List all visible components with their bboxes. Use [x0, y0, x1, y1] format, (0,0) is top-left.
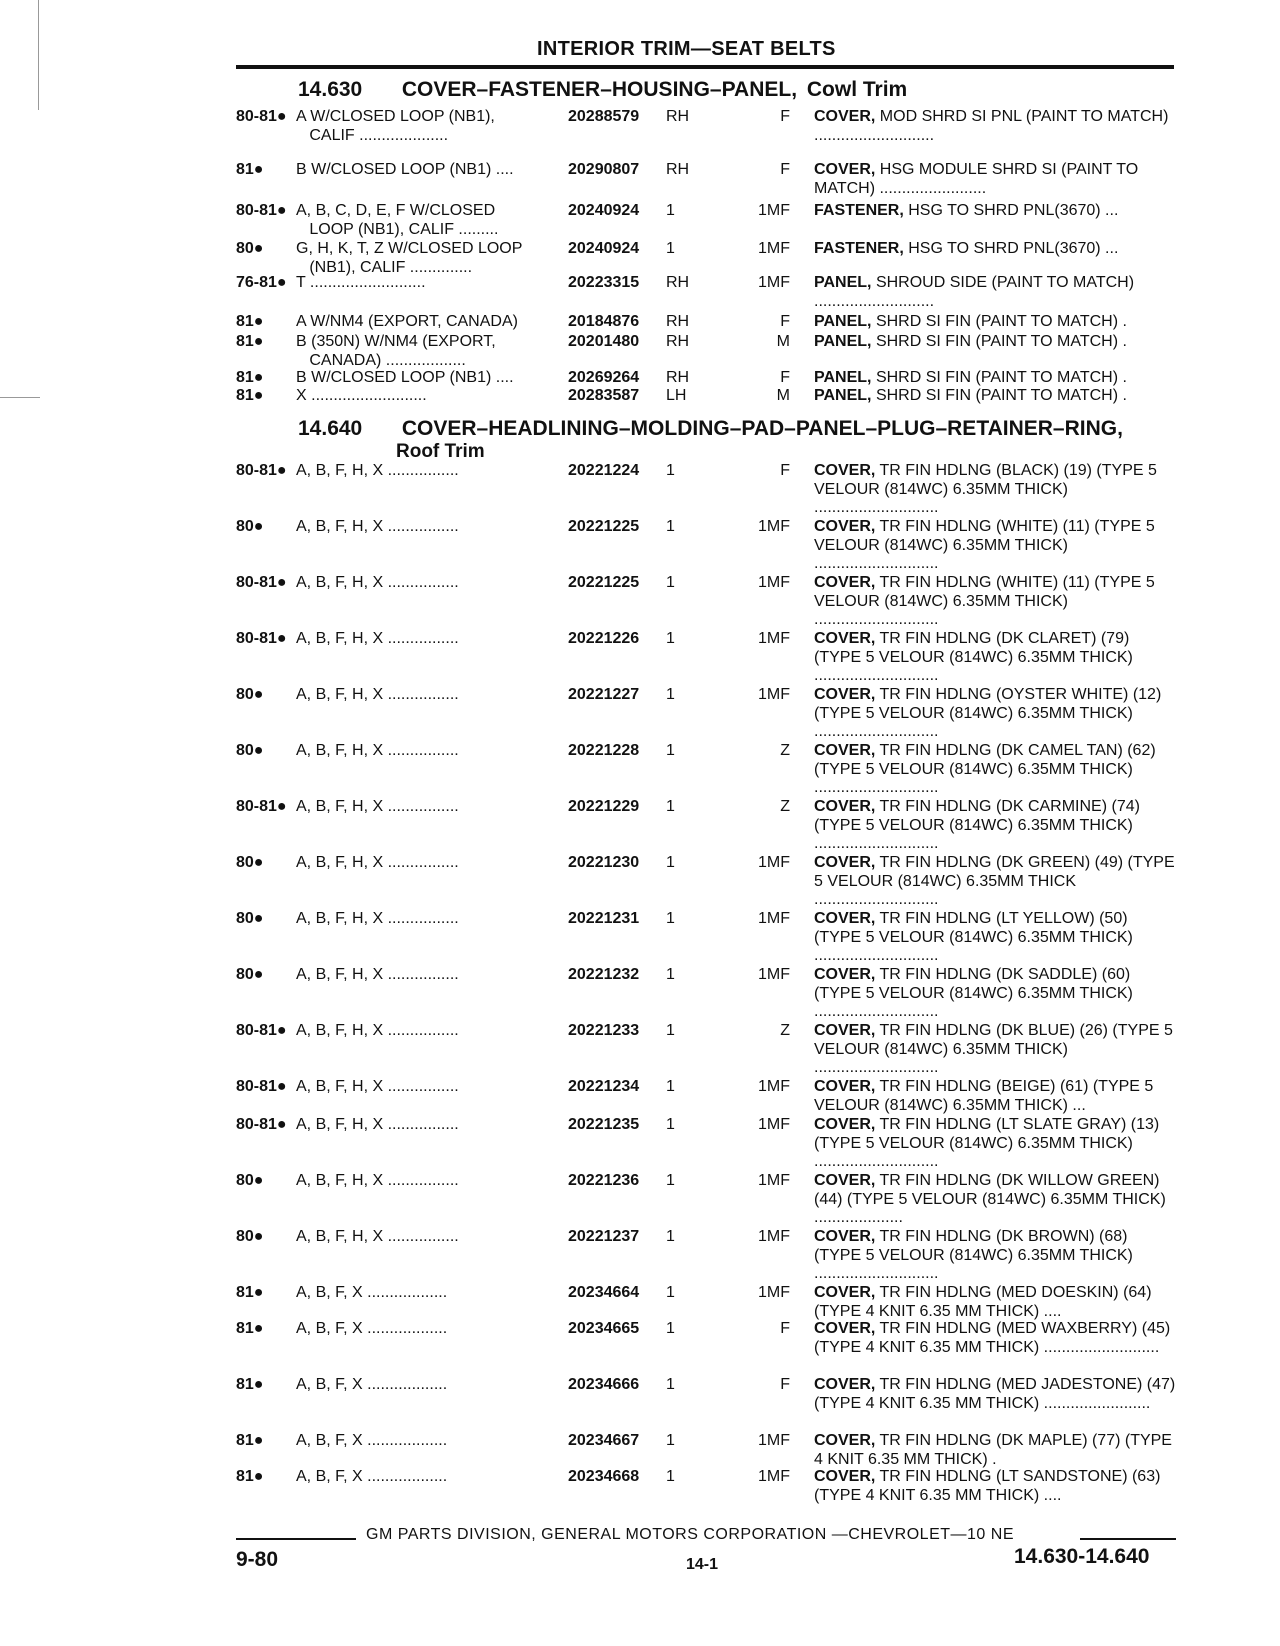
part-number: 20221225 — [568, 518, 640, 535]
part-detail: SHRD SI FIN (PAINT TO MATCH) . — [875, 387, 1127, 404]
quantity: 1 — [666, 966, 675, 983]
model-application: B W/CLOSED LOOP (NB1) .... — [296, 369, 514, 386]
part-detail: SHRD SI FIN (PAINT TO MATCH) . — [875, 313, 1127, 330]
quantity: 1 — [666, 574, 675, 591]
part-detail: TR FIN HDLNG (WHITE) (11) (TYPE 5 VELOUR (814WC) 6.35MM THICK) ............................ — [814, 518, 1155, 572]
model-year: 81● — [236, 1432, 264, 1449]
model-application: A, B, F, X .................. — [296, 1432, 448, 1449]
part-detail: TR FIN HDLNG (DK SADDLE) (60) (TYPE 5 VELOUR (814WC) 6.35MM THICK) ............................ — [814, 966, 1133, 1020]
part-number: 20288579 — [568, 108, 640, 125]
model-application: A, B, F, X .................. — [296, 1376, 448, 1393]
part-name: FASTENER, — [814, 202, 904, 219]
part-description — [814, 1116, 1176, 1172]
part-description — [814, 333, 1176, 352]
part-name: COVER, — [814, 798, 876, 815]
part-name: PANEL, — [814, 313, 872, 330]
section-14640-title — [298, 417, 1123, 441]
model-year: 80● — [236, 910, 264, 927]
model-year: 80● — [236, 1228, 264, 1245]
part-number: 20221229 — [568, 798, 640, 815]
margin-mark — [38, 0, 39, 110]
part-description — [814, 1432, 1176, 1469]
part-detail: HSG TO SHRD PNL(3670) ... — [908, 202, 1119, 219]
part-description — [814, 274, 1176, 311]
part-description — [814, 1320, 1176, 1357]
part-detail: TR FIN HDLNG (DK BLUE) (26) (TYPE 5 VELOUR (814WC) 6.35MM THICK) ............................ — [814, 1022, 1173, 1076]
part-detail: TR FIN HDLNG (DK GREEN) (49) (TYPE 5 VELOUR (814WC) 6.35MM THICK ............................ — [814, 854, 1175, 908]
quantity: RH — [666, 161, 690, 178]
model-year: 80-81● — [236, 462, 287, 479]
model-application: G, H, K, T, Z W/CLOSED LOOP (NB1), CALIF .............. — [296, 240, 523, 276]
part-number: 20234666 — [568, 1376, 640, 1393]
model-application: A, B, F, H, X ................ — [296, 686, 459, 703]
source-code: 1MF — [758, 910, 790, 927]
model-application: A, B, F, H, X ................ — [296, 574, 459, 591]
part-detail: TR FIN HDLNG (DK BROWN) (68) (TYPE 5 VELOUR (814WC) 6.35MM THICK) ............................ — [814, 1228, 1133, 1282]
part-detail: TR FIN HDLNG (DK CARMINE) (74) (TYPE 5 VELOUR (814WC) 6.35MM THICK) ............................ — [814, 798, 1140, 852]
part-detail: TR FIN HDLNG (MED WAXBERRY) (45) (TYPE 4 KNIT 6.35 MM THICK) .......................... — [814, 1320, 1171, 1356]
quantity: 1 — [666, 1022, 675, 1039]
part-number: 20221231 — [568, 910, 640, 927]
model-year: 81● — [236, 387, 264, 404]
quantity: 1 — [666, 1284, 675, 1301]
quantity: 1 — [666, 1172, 675, 1189]
part-number: 20234667 — [568, 1432, 640, 1449]
part-detail: MOD SHRD SI PNL (PAINT TO MATCH) ........................... — [814, 108, 1169, 144]
part-description — [814, 108, 1176, 145]
part-name: COVER, — [814, 742, 876, 759]
part-detail: TR FIN HDLNG (OYSTER WHITE) (12) (TYPE 5 VELOUR (814WC) 6.35MM THICK) ............................ — [814, 686, 1162, 740]
quantity: 1 — [666, 1376, 675, 1393]
part-number: 20221227 — [568, 686, 640, 703]
model-year: 81● — [236, 161, 264, 178]
source-code: 1MF — [758, 574, 790, 591]
model-application: A, B, F, H, X ................ — [296, 1022, 459, 1039]
part-name: PANEL, — [814, 387, 872, 404]
model-application: A, B, F, H, X ................ — [296, 1172, 459, 1189]
model-application: A, B, F, H, X ................ — [296, 1116, 459, 1133]
part-description — [814, 1284, 1176, 1321]
part-name: COVER, — [814, 966, 876, 983]
section-number: 14.640 — [298, 417, 363, 440]
section-heading: COVER–HEADLINING–MOLDING–PAD–PANEL–PLUG–RETAINER–RING, — [401, 417, 1123, 440]
part-name: COVER, — [814, 630, 876, 647]
part-number: 20240924 — [568, 240, 640, 257]
model-application: T .......................... — [296, 274, 426, 291]
part-description — [814, 798, 1176, 854]
source-code: M — [776, 333, 790, 350]
part-detail: HSG MODULE SHRD SI (PAINT TO MATCH) ........................ — [814, 161, 1139, 197]
source-code: Z — [780, 1022, 790, 1039]
model-application: A, B, F, H, X ................ — [296, 1228, 459, 1245]
part-description — [814, 1022, 1176, 1078]
part-description — [814, 854, 1176, 910]
part-number: 20234668 — [568, 1468, 640, 1485]
part-description — [814, 202, 1176, 221]
quantity: RH — [666, 333, 690, 350]
part-description — [814, 161, 1176, 198]
source-code: 1MF — [758, 686, 790, 703]
source-code: 1MF — [758, 1284, 790, 1301]
part-number: 20221237 — [568, 1228, 640, 1245]
section-heading: COVER–FASTENER–HOUSING–PANEL, — [401, 78, 798, 101]
part-name: COVER, — [814, 1468, 876, 1485]
model-year: 80-81● — [236, 108, 287, 125]
source-code: M — [776, 387, 790, 404]
source-code: F — [780, 1320, 790, 1337]
footer-rule-right — [1080, 1538, 1176, 1540]
page-header: INTERIOR TRIM—SEAT BELTS — [537, 38, 836, 60]
model-application: A, B, F, X .................. — [296, 1320, 448, 1337]
part-detail: TR FIN HDLNG (WHITE) (11) (TYPE 5 VELOUR (814WC) 6.35MM THICK) ............................ — [814, 574, 1155, 628]
part-detail: SHROUD SIDE (PAINT TO MATCH) ........................... — [814, 274, 1135, 310]
model-year: 80● — [236, 966, 264, 983]
part-number: 20221232 — [568, 966, 640, 983]
part-description — [814, 574, 1176, 630]
quantity: 1 — [666, 240, 675, 257]
part-name: COVER, — [814, 1078, 876, 1095]
model-year: 80-81● — [236, 574, 287, 591]
quantity: 1 — [666, 1116, 675, 1133]
source-code: 1MF — [758, 518, 790, 535]
part-name: COVER, — [814, 1432, 876, 1449]
part-description — [814, 910, 1176, 966]
part-number: 20201480 — [568, 333, 640, 350]
section-number: 14.630 — [298, 78, 363, 101]
part-detail: TR FIN HDLNG (LT YELLOW) (50) (TYPE 5 VELOUR (814WC) 6.35MM THICK) ............................ — [814, 910, 1133, 964]
quantity: 1 — [666, 1468, 675, 1485]
source-code: F — [780, 462, 790, 479]
source-code: Z — [780, 798, 790, 815]
model-application: A, B, F, H, X ................ — [296, 966, 459, 983]
quantity: 1 — [666, 1320, 675, 1337]
model-year: 80-81● — [236, 630, 287, 647]
model-application: A, B, F, X .................. — [296, 1468, 448, 1485]
part-name: COVER, — [814, 161, 876, 178]
model-application: A, B, F, H, X ................ — [296, 910, 459, 927]
part-description — [814, 630, 1176, 686]
part-name: COVER, — [814, 1228, 876, 1245]
part-description — [814, 1228, 1176, 1284]
model-year: 80● — [236, 686, 264, 703]
source-code: F — [780, 1376, 790, 1393]
part-name: FASTENER, — [814, 240, 904, 257]
part-name: COVER, — [814, 1284, 876, 1301]
part-number: 20221230 — [568, 854, 640, 871]
part-number: 20221226 — [568, 630, 640, 647]
model-year: 80● — [236, 742, 264, 759]
part-number: 20221225 — [568, 574, 640, 591]
model-year: 76-81● — [236, 274, 287, 291]
part-name: COVER, — [814, 462, 876, 479]
quantity: 1 — [666, 854, 675, 871]
model-application: A W/CLOSED LOOP (NB1), CALIF .................... — [296, 108, 495, 144]
model-year: 80-81● — [236, 798, 287, 815]
part-name: COVER, — [814, 910, 876, 927]
model-application: A, B, F, H, X ................ — [296, 462, 459, 479]
quantity: 1 — [666, 1432, 675, 1449]
quantity: 1 — [666, 1228, 675, 1245]
part-name: COVER, — [814, 518, 876, 535]
part-number: 20234665 — [568, 1320, 640, 1337]
part-detail: TR FIN HDLNG (DK CAMEL TAN) (62) (TYPE 5 VELOUR (814WC) 6.35MM THICK) ............................ — [814, 742, 1156, 796]
part-number: 20240924 — [568, 202, 640, 219]
quantity: 1 — [666, 518, 675, 535]
part-detail: TR FIN HDLNG (BEIGE) (61) (TYPE 5 VELOUR (814WC) 6.35MM THICK) ... — [814, 1078, 1154, 1114]
part-description — [814, 518, 1176, 574]
model-application: A, B, F, H, X ................ — [296, 1078, 459, 1095]
quantity: 1 — [666, 798, 675, 815]
quantity: RH — [666, 369, 690, 386]
model-application: A, B, C, D, E, F W/CLOSED LOOP (NB1), CALIF ......... — [296, 202, 499, 238]
part-detail: TR FIN HDLNG (BLACK) (19) (TYPE 5 VELOUR (814WC) 6.35MM THICK) ............................ — [814, 462, 1157, 516]
part-name: COVER, — [814, 1376, 876, 1393]
part-name: COVER, — [814, 1116, 876, 1133]
model-year: 80-81● — [236, 1116, 287, 1133]
source-code: F — [780, 108, 790, 125]
model-year: 81● — [236, 333, 264, 350]
part-number: 20221234 — [568, 1078, 640, 1095]
part-description — [814, 240, 1176, 259]
part-name: PANEL, — [814, 333, 872, 350]
part-description — [814, 313, 1176, 332]
quantity: 1 — [666, 910, 675, 927]
quantity: 1 — [666, 1078, 675, 1095]
part-name: PANEL, — [814, 369, 872, 386]
part-number: 20290807 — [568, 161, 640, 178]
source-code: 1MF — [758, 274, 790, 291]
part-description — [814, 966, 1176, 1022]
part-number: 20223315 — [568, 274, 640, 291]
part-name: COVER, — [814, 686, 876, 703]
source-code: 1MF — [758, 202, 790, 219]
model-year: 81● — [236, 1284, 264, 1301]
source-code: F — [780, 369, 790, 386]
part-detail: TR FIN HDLNG (MED JADESTONE) (47) (TYPE 4 KNIT 6.35 MM THICK) ........................ — [814, 1376, 1176, 1412]
source-code: 1MF — [758, 854, 790, 871]
source-code: 1MF — [758, 1228, 790, 1245]
source-code: 1MF — [758, 240, 790, 257]
quantity: RH — [666, 108, 690, 125]
part-name: COVER, — [814, 108, 876, 125]
part-name: COVER, — [814, 1022, 876, 1039]
part-description — [814, 1468, 1176, 1505]
quantity: RH — [666, 274, 690, 291]
part-detail: TR FIN HDLNG (DK MAPLE) (77) (TYPE 4 KNIT 6.35 MM THICK) . — [814, 1432, 1172, 1468]
section-subheading: Cowl Trim — [806, 78, 908, 101]
part-number: 20221228 — [568, 742, 640, 759]
model-application: B W/CLOSED LOOP (NB1) .... — [296, 161, 514, 178]
part-number: 20184876 — [568, 313, 640, 330]
part-number: 20221233 — [568, 1022, 640, 1039]
footer-date: 9-80 — [236, 1548, 279, 1571]
part-detail: TR FIN HDLNG (LT SANDSTONE) (63) (TYPE 4 KNIT 6.35 MM THICK) .... — [814, 1468, 1161, 1504]
source-code: 1MF — [758, 1172, 790, 1189]
part-description — [814, 369, 1176, 388]
part-description — [814, 686, 1176, 742]
model-application: A, B, F, H, X ................ — [296, 742, 459, 759]
model-application: A, B, F, H, X ................ — [296, 798, 459, 815]
part-detail: SHRD SI FIN (PAINT TO MATCH) . — [875, 333, 1127, 350]
model-application: A, B, F, H, X ................ — [296, 854, 459, 871]
part-detail: TR FIN HDLNG (MED DOESKIN) (64) (TYPE 4 KNIT 6.35 MM THICK) .... — [814, 1284, 1152, 1320]
source-code: 1MF — [758, 630, 790, 647]
part-description — [814, 1172, 1176, 1228]
model-year: 80-81● — [236, 1022, 287, 1039]
part-detail: TR FIN HDLNG (DK CLARET) (79) (TYPE 5 VELOUR (814WC) 6.35MM THICK) ............................ — [814, 630, 1133, 684]
part-name: COVER, — [814, 574, 876, 591]
source-code: 1MF — [758, 1116, 790, 1133]
part-number: 20269264 — [568, 369, 640, 386]
model-year: 81● — [236, 369, 264, 386]
model-year: 80-81● — [236, 1078, 287, 1095]
source-code: Z — [780, 742, 790, 759]
model-year: 80● — [236, 240, 264, 257]
quantity: RH — [666, 313, 690, 330]
source-code: 1MF — [758, 1432, 790, 1449]
part-detail: HSG TO SHRD PNL(3670) ... — [908, 240, 1119, 257]
footer-publisher: GM PARTS DIVISION, GENERAL MOTORS CORPORATION —CHEVROLET—10 NE — [366, 1526, 1014, 1543]
part-detail: TR FIN HDLNG (LT SLATE GRAY) (13) (TYPE 5 VELOUR (814WC) 6.35MM THICK) ............................ — [814, 1116, 1160, 1170]
part-detail: TR FIN HDLNG (DK WILLOW GREEN) (44) (TYPE 5 VELOUR (814WC) 6.35MM THICK) .................... — [814, 1172, 1166, 1226]
source-code: 1MF — [758, 1468, 790, 1485]
part-number: 20234664 — [568, 1284, 640, 1301]
part-number: 20221236 — [568, 1172, 640, 1189]
header-rule — [236, 65, 1174, 69]
model-year: 81● — [236, 313, 264, 330]
part-description — [814, 1078, 1176, 1115]
footer-page-number: 14-1 — [686, 1556, 719, 1573]
quantity: LH — [666, 387, 687, 404]
section-subheading: Roof Trim — [396, 441, 485, 462]
part-description — [814, 387, 1176, 406]
model-year: 80● — [236, 1172, 264, 1189]
footer-rule-left — [236, 1538, 356, 1540]
quantity: 1 — [666, 630, 675, 647]
model-year: 81● — [236, 1376, 264, 1393]
footer-section-range: 14.630-14.640 — [1014, 1545, 1150, 1568]
quantity: 1 — [666, 462, 675, 479]
model-application: A, B, F, H, X ................ — [296, 518, 459, 535]
section-14630-title — [298, 78, 907, 102]
quantity: 1 — [666, 202, 675, 219]
model-application: A, B, F, X .................. — [296, 1284, 448, 1301]
quantity: 1 — [666, 742, 675, 759]
part-number: 20221235 — [568, 1116, 640, 1133]
part-name: COVER, — [814, 1320, 876, 1337]
part-name: COVER, — [814, 854, 876, 871]
source-code: F — [780, 313, 790, 330]
source-code: 1MF — [758, 966, 790, 983]
source-code: F — [780, 161, 790, 178]
model-year: 80● — [236, 854, 264, 871]
part-description — [814, 742, 1176, 798]
part-name: PANEL, — [814, 274, 872, 291]
margin-mark — [0, 397, 40, 398]
model-application: B (350N) W/NM4 (EXPORT, CANADA) .................. — [296, 333, 496, 369]
part-description — [814, 1376, 1176, 1413]
quantity: 1 — [666, 686, 675, 703]
model-year: 81● — [236, 1320, 264, 1337]
part-number: 20221224 — [568, 462, 640, 479]
part-name: COVER, — [814, 1172, 876, 1189]
model-application: A, B, F, H, X ................ — [296, 630, 459, 647]
model-year: 81● — [236, 1468, 264, 1485]
model-year: 80-81● — [236, 202, 287, 219]
part-detail: SHRD SI FIN (PAINT TO MATCH) . — [875, 369, 1127, 386]
part-description — [814, 462, 1176, 518]
part-number: 20283587 — [568, 387, 640, 404]
model-year: 80● — [236, 518, 264, 535]
model-application: A W/NM4 (EXPORT, CANADA) — [296, 313, 518, 330]
model-application: X .......................... — [296, 387, 427, 404]
source-code: 1MF — [758, 1078, 790, 1095]
